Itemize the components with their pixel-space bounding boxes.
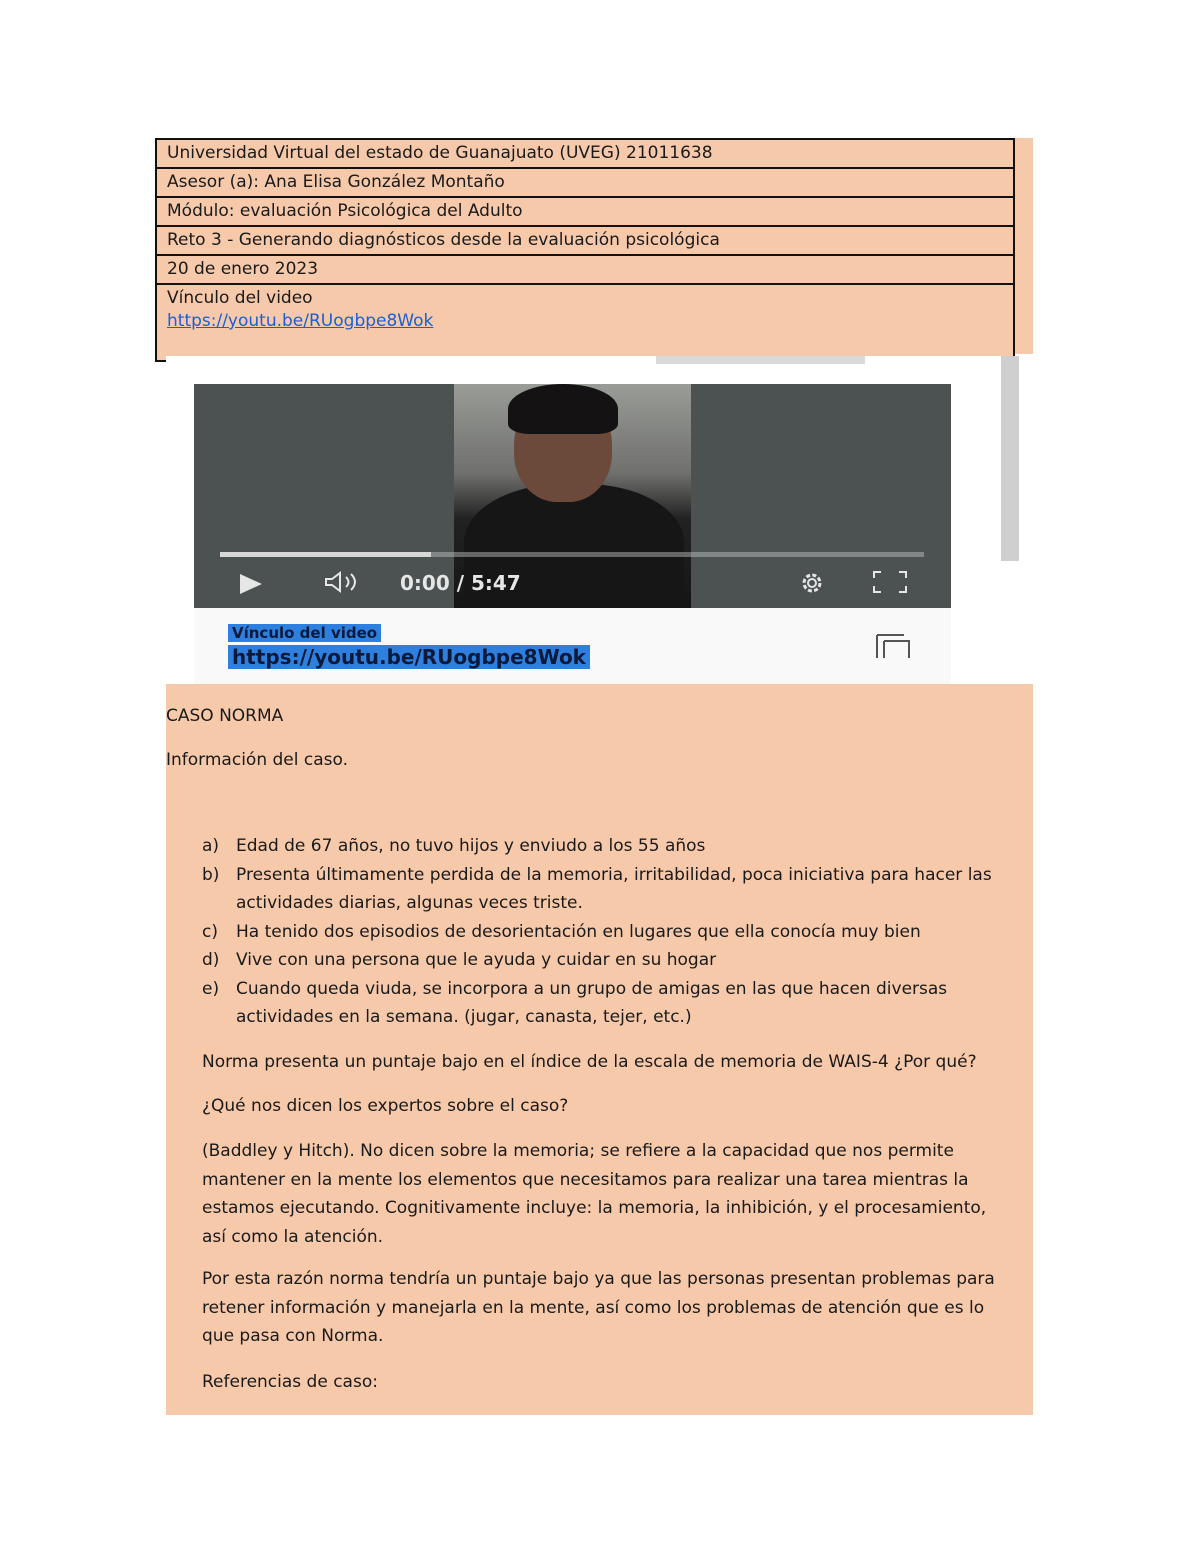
header-table xyxy=(155,138,1015,362)
module-row: Módulo: evaluación Psicológica del Adulto xyxy=(156,197,1014,226)
video-link-label: Vínculo del video xyxy=(167,288,313,308)
list-item: e) Cuando queda viuda, se incorpora a un grupo de amigas en las que hacen diversas actividades en la semana. (jugar, canasta, tejer, etc.) xyxy=(202,978,948,1027)
list-item: a) Edad de 67 años, no tuvo hijos y enviudo a los 55 años xyxy=(202,836,706,856)
caption-label: Vínculo del video xyxy=(228,624,381,642)
experts-question: ¿Qué nos dicen los expertos sobre el caso? xyxy=(202,1096,569,1116)
case-info-list xyxy=(202,832,1014,1032)
experts-answer: (Baddley y Hitch). No dicen sobre la memoria; se refiere a la capacidad que nos permite mantener en la mente los elementos que necesitamos para realizar una tarea mientras la estamos ejecutando. Cognitivamente incluye: la memoria, la inhibición, y el procesamiento, así como la atención. xyxy=(202,1141,987,1247)
video-link-row xyxy=(156,284,1014,361)
references-label: Referencias de caso: xyxy=(202,1372,378,1392)
copy-icon[interactable] xyxy=(874,632,914,664)
list-item: b) Presenta últimamente perdida de la memoria, irritabilidad, poca iniciativa para hacer las actividades diarias, algunas veces triste. xyxy=(202,864,992,913)
case-title: CASO NORMA xyxy=(166,706,284,726)
case-question: Norma presenta un puntaje bajo en el índice de la escala de memoria de WAIS-4 ¿Por qué? xyxy=(202,1052,977,1072)
caption-url[interactable]: https://youtu.be/RUogbpe8Wok xyxy=(228,645,590,669)
progress-fill xyxy=(220,552,431,557)
case-info-label: Información del caso. xyxy=(166,750,348,770)
play-icon[interactable] xyxy=(240,574,262,594)
settings-icon[interactable] xyxy=(794,570,830,600)
volume-icon[interactable] xyxy=(324,570,368,598)
conclusion-paragraph: Por esta razón norma tendría un puntaje bajo ya que las personas presentan problemas para retener información y manejarla en la mente, así como los problemas de atención que es lo que pasa con Norma. xyxy=(202,1269,995,1346)
panel-top-bar xyxy=(656,356,865,364)
list-item: c) Ha tenido dos episodios de desorientación en lugares que ella conocía muy bien xyxy=(202,921,921,942)
institution-row: Universidad Virtual del estado de Guanajuato (UVEG) 21011638 xyxy=(156,139,1014,168)
advisor-row: Asesor (a): Ana Elisa González Montaño xyxy=(156,168,1014,197)
video-link[interactable]: https://youtu.be/RUogbpe8Wok xyxy=(167,311,434,331)
caption-bar xyxy=(194,608,951,684)
date-row: 20 de enero 2023 xyxy=(156,255,1014,284)
scrollbar[interactable] xyxy=(1001,356,1019,561)
challenge-row: Reto 3 - Generando diagnósticos desde la evaluación psicológica xyxy=(156,226,1014,255)
fullscreen-icon[interactable] xyxy=(872,570,908,598)
video-screenshot xyxy=(166,356,1019,684)
header-background-strip xyxy=(1015,138,1033,354)
case-content xyxy=(166,684,1033,1415)
progress-bar[interactable] xyxy=(220,552,924,557)
video-player[interactable] xyxy=(194,384,951,608)
list-item: d) Vive con una persona que le ayuda y cuidar en su hogar xyxy=(202,950,717,970)
person-hair xyxy=(508,384,618,434)
time-display: 0:00 / 5:47 xyxy=(400,571,521,595)
